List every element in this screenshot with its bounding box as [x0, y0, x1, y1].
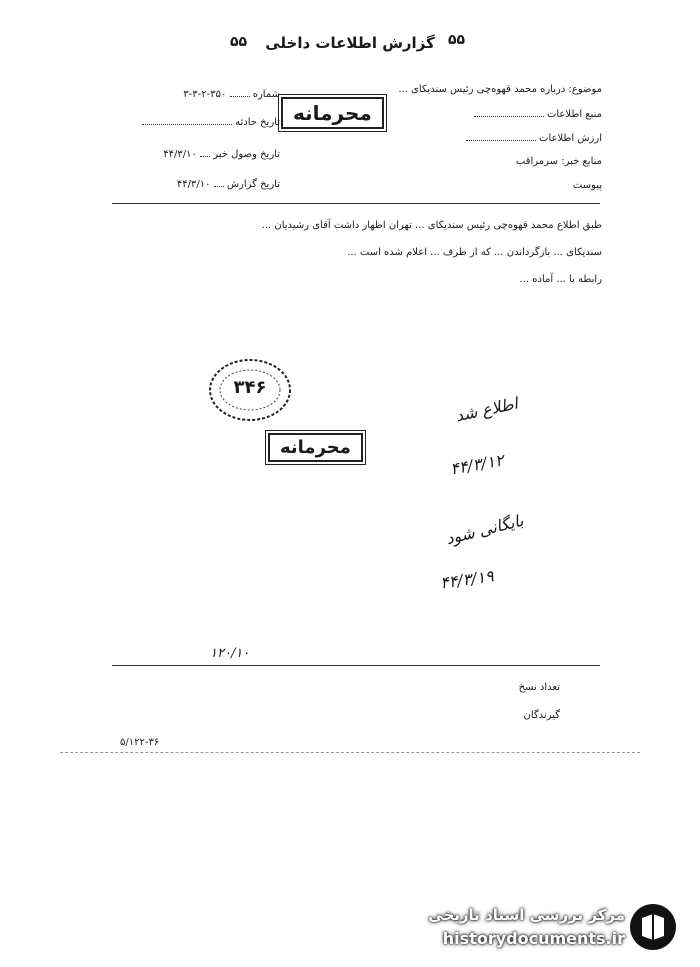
field-event-date-label: تاریخ حادثه [235, 117, 280, 128]
field-subject-label: موضوع [571, 84, 602, 95]
copies-label: تعداد نسخ [518, 682, 560, 693]
stamp-confidential-middle [265, 430, 366, 465]
watermark-logo [630, 904, 676, 950]
corner-mark-right: ۵۵ [448, 32, 466, 48]
body-line-3: رابطه با ... آماده ... [519, 274, 602, 285]
field-evaluation [442, 132, 602, 144]
watermark-name: مرکز بررسی اسناد تاریخی [428, 906, 625, 924]
field-evaluation-label: ارزش اطلاعات [539, 133, 602, 144]
document-title: گزارش اطلاعات داخلی [265, 34, 435, 52]
round-registry-seal [205, 355, 295, 425]
corner-mark-left: ۵۵ [230, 34, 248, 50]
watermark-logo-icon [630, 904, 676, 950]
field-source-reliability: منابع خبر: سرمراقب [515, 156, 602, 167]
footer-divider [112, 665, 600, 666]
book-icon [630, 904, 676, 950]
field-source [442, 108, 602, 120]
header-divider [112, 203, 600, 204]
body-line-1: طبق اطلاع محمد قهوه‌چی رئیس سندیکای ... تهران اظهار داشت آقای رشیدیان ... [261, 220, 602, 231]
stamp-confidential-top [278, 94, 387, 132]
field-source-label: منبع اطلاعات [546, 109, 602, 120]
field-receipt-date-label: تاریخ وصول خبر [213, 149, 280, 160]
handwriting-mid-note: ۱۲۰/۱۰ [210, 646, 250, 661]
field-source-reliability-value: سرمراقب [515, 156, 559, 167]
watermark-url[interactable]: historydocuments.ir [442, 929, 625, 948]
field-appendix [442, 180, 602, 191]
field-report-date [120, 178, 280, 190]
field-source-reliability-label: منابع خبر [564, 156, 602, 167]
field-receipt-date-value: ۴۴/۳/۱۰ [163, 149, 197, 160]
faint-dashed-line [60, 752, 640, 753]
seal-number: ۳۴۶ [233, 377, 267, 398]
field-event-date [120, 116, 280, 128]
field-appendix-label: پیوست [572, 180, 602, 191]
field-report-date-label: تاریخ گزارش [226, 179, 280, 190]
field-number-label: شماره [252, 89, 280, 100]
field-number-value: ۳۵۰-۲-۳-۳ [183, 89, 227, 100]
stamp-confidential-middle-text: محرمانه [268, 433, 363, 462]
field-receipt-date [120, 148, 280, 160]
body-line-2: سندیکای ... بازگرداندن ... که از طرف ... اعلام شده است ... [347, 247, 602, 258]
recipients-label: گیرندگان [523, 710, 560, 721]
document-code: ۵/۱۲۲-۳۶ [120, 737, 160, 748]
stamp-confidential-top-text: محرمانه [281, 97, 384, 129]
handwriting-note-1-line-2: ۴۴/۳/۱۲ [448, 450, 505, 479]
field-subject-value: درباره محمد قهوه‌چی رئیس سندیکای ... [398, 84, 566, 95]
handwriting-note-1-line-1: اطلاع شد [453, 393, 520, 426]
handwriting-note-2-line-2: ۴۴/۳/۱۹ [438, 566, 495, 593]
field-subject: موضوع: درباره محمد قهوه‌چی رئیس سندیکای ... [398, 84, 602, 95]
field-report-date-value: ۴۴/۳/۱۰ [176, 179, 211, 190]
field-number [120, 88, 280, 100]
handwriting-note-2-line-1: بایگانی شود [443, 510, 526, 549]
